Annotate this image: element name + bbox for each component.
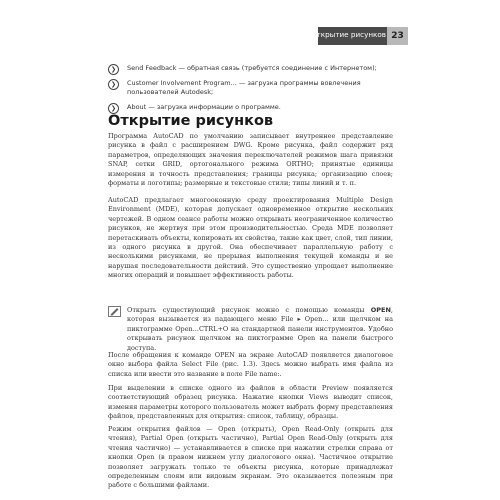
paragraph-text: Программа AutoCAD по умолчанию записывает внутреннее представление рисунка в файл с расширением DWG. Кроме рисунка, файл содержит ряд параметров, определяющих значения переключателей режимов шага привязки SNAP, сетки GRID, ортогонального режима ORTHO; принятые единицы измерения и точность представления; границы рисунка; организацию слоев; форматы и логотипы; размерные и текстовые стили; типы линий и т. п. <box>108 132 393 188</box>
paragraph-text: При выделении в списке одного из файлов в области Preview появляется соответствующий образец рисунка. Нажатие кнопки Views выводит список, изменяя параметры которого пользователь может выбрать форму представления файлов, представленных для открытия: список, таблицу, образцы. <box>108 384 393 421</box>
note-text-2: , которая вызывается из падающего меню File ▸ Open... или щелчком на пиктограмме Open...CTRL+O на стандартной панели инструментов. Удобно открывать рисунок щелчком на пиктограмме Open на панели быстрого доступа. <box>127 306 393 352</box>
arrow-bullet-icon: ❯ <box>108 79 119 90</box>
paragraph-2 <box>108 196 393 281</box>
paragraph-5 <box>108 425 393 491</box>
section-title: Открытие рисунков <box>108 113 274 129</box>
page-number: 23 <box>387 27 408 45</box>
arrow-bullet-icon: ❯ <box>108 64 119 75</box>
paragraph-4 <box>108 384 393 422</box>
bullet-label: About <box>127 103 147 111</box>
running-header-title: Открытие рисунков <box>310 30 386 39</box>
pencil-note-icon <box>108 306 121 317</box>
arrow-bullet-icon: ❯ <box>108 103 119 114</box>
note-text-1: Открыть существующий рисунок можно с помощью команды <box>127 306 371 314</box>
list-item <box>108 64 390 73</box>
bullet-label: Customer Involvement Program... <box>127 79 237 87</box>
paragraph-text: Режим открытия файлов — Open (открыть), Open Read-Only (открыть для чтения), Partial Open (открыть частично), Partial Open Read-Only (открыть для чтения частично) — устанавливается в списке при нажатии стрелки справа от кнопки Open (в правом нижнем углу диалогового окна). Частичное открытие позволяет загружать только те объекты рисунка, которые принадлежат определенным слоям или видовым экранам. Это оказывается полезным при работе с большими файлами. <box>108 425 393 490</box>
note-block <box>108 306 393 353</box>
paragraph-3 <box>108 351 393 379</box>
bullet-description: — обратная связь (требуется соединение с Интернетом); <box>176 64 377 72</box>
bullet-description: — загрузка информации о программе. <box>146 103 281 111</box>
bullet-description: — загрузка программы вовлечения пользователей Autodesk; <box>127 79 361 96</box>
paragraph-1 <box>108 132 393 188</box>
list-item <box>108 79 390 97</box>
note-command: OPEN <box>370 306 391 314</box>
paragraph-text: После обращения к команде OPEN на экране AutoCAD появляется диалоговое окно выбора файла Select File (рис. 1.3). Здесь можно выбрать имя файла из списка или ввести это название в поле File name:. <box>108 351 393 378</box>
bullet-label: Send Feedback <box>127 64 177 72</box>
paragraph-text: AutoCAD предлагает многооконную среду проектирования Multiple Design Environment (MDE), которая допускает одновременное открытие нескольких чертежей. В одном сеансе работы можно открывать неограниченное количество рисунков, не жертвуя при этом производительностью. Среда MDE позволяет перетаскивать объекты, копировать их свойства, такие как цвет, слой, тип линии, из одного рисунка в другой. Она обеспечивает параллельную работу с несколькими рисунками, не прерывая выполнения текущей команды и не нарушая последовательности действий. Это существенно упрощает выполнение многих операций и повышает эффективность работы. <box>108 196 393 280</box>
bullet-list <box>108 64 390 118</box>
list-item <box>108 103 390 112</box>
